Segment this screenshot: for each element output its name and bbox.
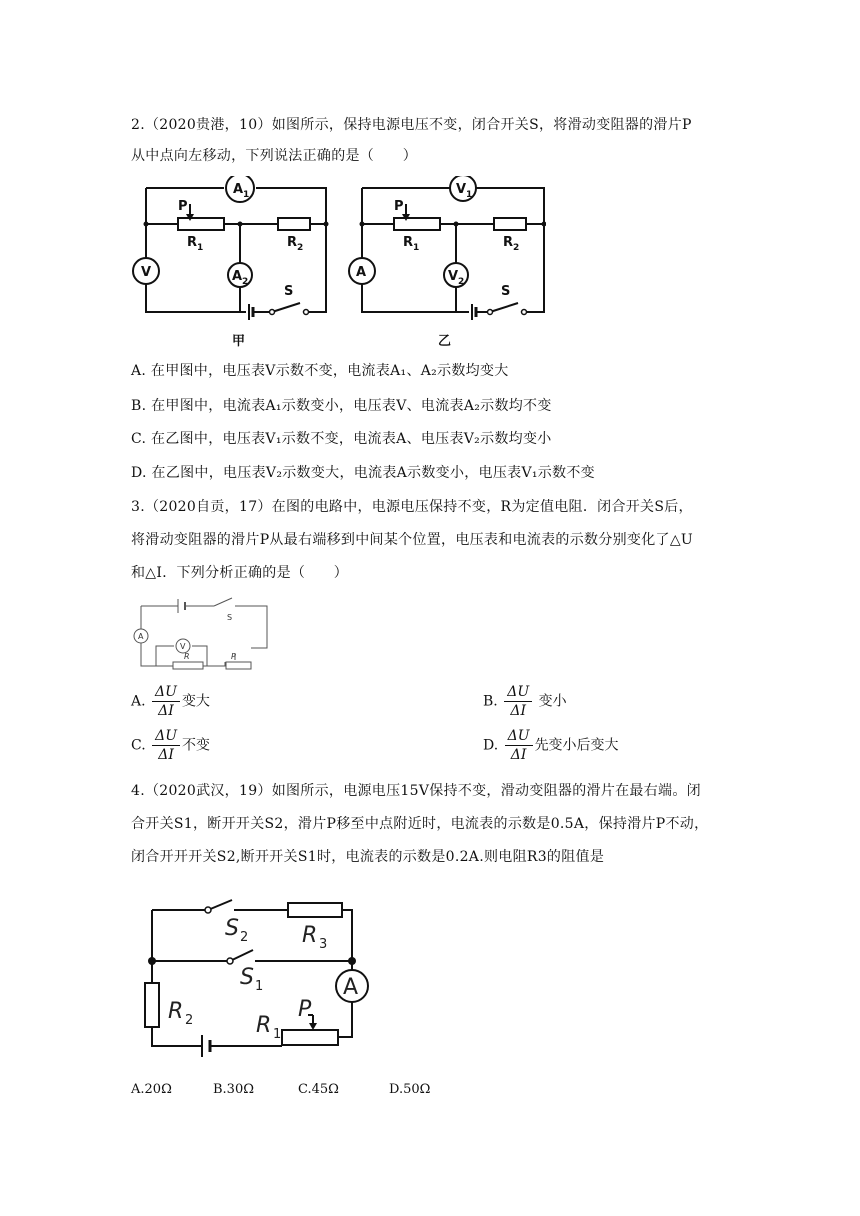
svg-text:V: V — [180, 642, 186, 651]
figure-label-jia: 甲 — [232, 334, 246, 349]
q2-option-a: A. 在甲图中，电压表V示数不变，电流表A₁、A₂示数均变大 — [131, 363, 509, 379]
svg-text:S: S — [501, 284, 511, 299]
svg-text:1: 1 — [466, 190, 473, 200]
q2-option-d: D. 在乙图中，电压表V₂示数变大，电流表A示数变小，电压表V₁示数不变 — [131, 465, 595, 481]
svg-text:1: 1 — [273, 1027, 282, 1042]
svg-text:1: 1 — [255, 979, 264, 994]
q4-option-d: D.50Ω — [389, 1082, 431, 1097]
q2-stem-line2: 从中点向左移动，下列说法正确的是（ ） — [131, 148, 417, 164]
svg-text:V: V — [448, 269, 459, 284]
svg-text:P: P — [231, 652, 236, 661]
q3-option-a — [131, 684, 210, 719]
delta-u-over-delta-i — [505, 728, 533, 763]
svg-text:1: 1 — [197, 243, 204, 253]
q3-option-b-prefix: B. — [483, 693, 498, 710]
svg-text:2: 2 — [458, 277, 465, 287]
q4-option-a: A.20Ω — [131, 1082, 172, 1097]
svg-text:R: R — [168, 999, 184, 1024]
q3-option-c-text: 不变 — [182, 737, 211, 754]
svg-text:A: A — [138, 632, 144, 641]
q4-stem-line2: 合开关S1，断开开关S2，滑片P移至中点附近时，电流表的示数是0.5A，保持滑片P不动， — [131, 816, 709, 832]
q3-option-d-text: 先变小后变大 — [534, 737, 619, 754]
frac-numerator: ΔU — [152, 684, 180, 702]
q4-option-b: B.30Ω — [213, 1082, 255, 1097]
q2-option-b: B. 在甲图中，电流表A₁示数变小，电压表V、电流表A₂示数均不变 — [131, 398, 552, 414]
q3-stem-line3: 和△I．下列分析正确的是（ ） — [131, 565, 349, 581]
svg-text:R: R — [403, 235, 414, 250]
svg-text:2: 2 — [185, 1013, 194, 1028]
svg-text:P: P — [178, 199, 188, 214]
q4-stem-line1: 4.（2020武汉，19）如图所示，电源电压15V保持不变，滑动变阻器的滑片在最右端。闭 — [131, 783, 701, 799]
q3-option-b-text: 变小 — [538, 693, 567, 710]
svg-text:A: A — [233, 182, 244, 197]
circuit-diagram-jia — [130, 176, 330, 336]
q2-option-c: C. 在乙图中，电压表V₁示数不变，电流表A、电压表V₂示数均变小 — [131, 431, 552, 447]
q2-stem-line1: 2.（2020贵港，10）如图所示，保持电源电压不变，闭合开关S，将滑动变阻器的滑片P — [131, 117, 692, 133]
svg-text:2: 2 — [242, 277, 249, 287]
svg-text:A: A — [356, 265, 367, 280]
circuit-diagram-q3 — [128, 592, 273, 672]
svg-text:A: A — [232, 269, 243, 284]
q3-stem-line1: 3.（2020自贡，17）在图的电路中，电源电压保持不变，R为定值电阻．闭合开关S后， — [131, 499, 693, 515]
svg-text:S: S — [284, 284, 294, 299]
q3-option-a-text: 变大 — [181, 693, 210, 710]
svg-text:2: 2 — [513, 243, 520, 253]
svg-text:1: 1 — [243, 190, 250, 200]
delta-u-over-delta-i — [504, 684, 532, 719]
svg-text:R: R — [184, 652, 190, 661]
svg-text:A: A — [343, 975, 359, 1000]
frac-numerator: ΔU — [152, 728, 180, 746]
frac-numerator: ΔU — [505, 728, 533, 746]
svg-text:R: R — [187, 235, 198, 250]
svg-text:1: 1 — [413, 243, 420, 253]
delta-u-over-delta-i — [152, 684, 180, 719]
q3-option-c — [131, 728, 210, 763]
svg-text:S: S — [227, 613, 233, 622]
frac-denominator: ΔI — [510, 747, 527, 763]
q3-option-a-prefix: A. — [131, 693, 146, 710]
q4-option-c: C.45Ω — [298, 1082, 339, 1097]
svg-text:R: R — [503, 235, 514, 250]
q3-option-c-prefix: C. — [131, 737, 146, 754]
frac-numerator: ΔU — [504, 684, 532, 702]
svg-text:R: R — [256, 1013, 272, 1038]
q3-option-b — [483, 684, 567, 719]
svg-text:P: P — [298, 997, 312, 1022]
q4-stem-line3: 闭合开开开关S2,断开开关S1时，电流表的示数是0.2A.则电阻R3的阻值是 — [131, 849, 605, 865]
figure-label-yi: 乙 — [438, 334, 452, 349]
svg-text:2: 2 — [240, 930, 249, 945]
svg-text:S: S — [240, 965, 254, 990]
circuit-diagram-yi — [346, 176, 546, 336]
q3-stem-line2: 将滑动变阻器的滑片P从最右端移到中间某个位置，电压表和电流表的示数分别变化了△U — [131, 532, 693, 548]
q3-option-d — [483, 728, 619, 763]
delta-u-over-delta-i — [152, 728, 180, 763]
svg-text:R: R — [302, 923, 318, 948]
q3-option-d-prefix: D. — [483, 737, 499, 754]
circuit-diagram-q4 — [140, 890, 380, 1060]
svg-text:2: 2 — [297, 243, 304, 253]
frac-denominator: ΔI — [158, 747, 174, 763]
frac-denominator: ΔI — [158, 703, 174, 719]
svg-text:3: 3 — [319, 937, 328, 952]
svg-text:S: S — [225, 916, 239, 941]
svg-text:R: R — [287, 235, 298, 250]
frac-denominator: ΔI — [510, 703, 526, 719]
svg-text:V: V — [141, 265, 152, 280]
svg-text:P: P — [394, 199, 404, 214]
svg-text:V: V — [456, 182, 467, 197]
